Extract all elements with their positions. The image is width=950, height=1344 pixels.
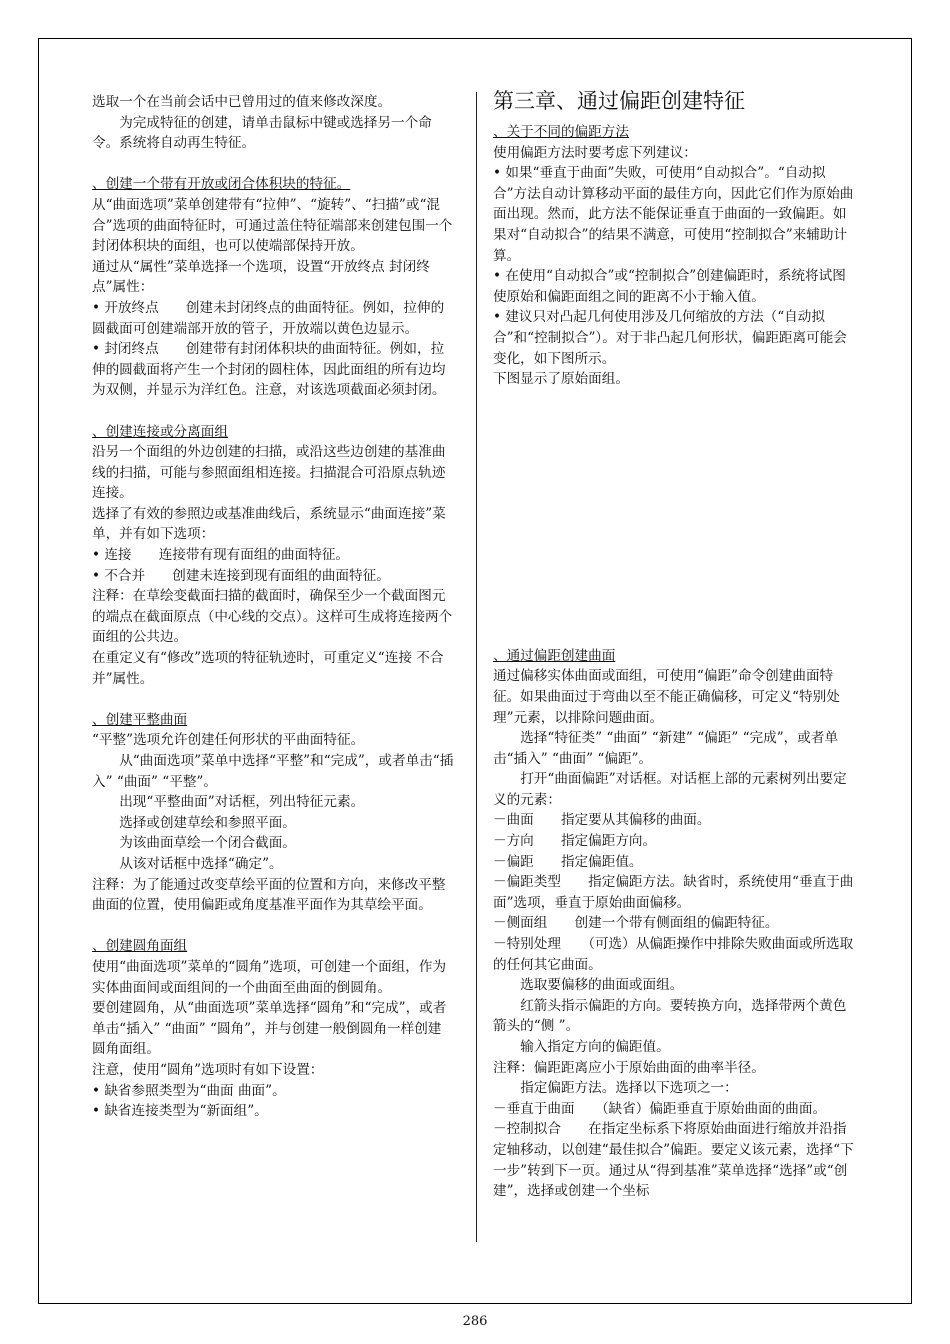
note: 注释：在草绘变截面扫描的截面时，确保至少一个截面图元的端点在截面原点（中心线的交点）。这样可生成将连接两个面组的公共边。 <box>92 588 453 646</box>
paragraph: “平整”选项允许创建任何形状的平曲面特征。 <box>92 732 365 749</box>
step: 选择或创建草绘和参照平面。 <box>119 814 296 831</box>
right-column <box>493 88 858 1202</box>
paragraph: 注意，使用“圆角”选项时有如下设置： <box>92 1061 324 1078</box>
step: 指定偏距方法。选择以下选项之一： <box>520 1080 738 1097</box>
bullet-item: • 在使用“自动拟合”或“控制拟合”创建偏距时，系统将试图使原始和偏距面组之间的距离不小于输入值。 <box>493 268 846 305</box>
bullet-item: • 缺省连接类型为“新面组”。 <box>92 1103 268 1120</box>
bullet-item: • 如果“垂直于曲面”失败，可使用“自动拟合”。“自动拟合”方法自动计算移动平面的最佳方向，因此它们作为原始曲面出现。然而，此方法不能保证垂直于曲面的一致偏距。如果对“自动拟合”的结果不满意，可使用“控制拟合”来辅助计算。 <box>493 165 854 264</box>
note: 注释：为了能通过改变草绘平面的位置和方向，来修改平整曲面的位置，使用偏距或角度基准平面作为其草绘平面。 <box>92 876 446 914</box>
paragraph: 选取一个在当前会话中已曾用过的值来修改深度。 <box>92 94 392 110</box>
bullet-item: • 封闭终点 创建带有封闭体积块的曲面特征。例如，拉伸的圆截面将产生一个封闭的圆柱体，因此面组的所有边均为双侧，并显示为洋红色。注意，对该选项截面必须封闭。 <box>92 341 446 399</box>
page-number: 286 <box>462 1314 488 1329</box>
section-heading-volume-feature: 、创建一个带有开放或闭合体积块的特征。 <box>92 176 351 193</box>
step: 从“曲面选项”菜单中选择“平整”和“完成”，或者单击“插入” “曲面” “平整”。 <box>92 753 454 790</box>
paragraph: 为完成特征的创建，请单击鼠标中键或选择另一个命令。系统将自动再生特征。 <box>92 114 432 152</box>
paragraph: 通过从“属性”菜单选择一个选项，设置“开放终点 封闭终点”属性： <box>92 258 430 296</box>
element-item: －偏距 指定偏距值。 <box>493 853 643 870</box>
step: 出现“平整曲面”对话框，列出特征元素。 <box>119 794 365 811</box>
step: 输入指定方向的偏距值。 <box>520 1039 670 1055</box>
bullet-item: • 缺省参照类型为“曲面 曲面”。 <box>92 1082 286 1099</box>
step: 红箭头指示偏距的方向。要转换方向，选择带两个黄色箭头的“侧 ”。 <box>493 997 847 1035</box>
section-heading-offset-surface: 、通过偏距创建曲面 <box>493 647 616 664</box>
paragraph: 选择了有效的参照边或基准曲线后，系统显示“曲面连接”菜单，并有如下选项： <box>92 505 446 543</box>
element-item: －方向 指定偏距方向。 <box>493 833 657 850</box>
figure-caption: 下图显示了原始面组。 <box>493 371 629 388</box>
step: 为该曲面草绘一个闭合截面。 <box>119 835 296 852</box>
paragraph: 使用“曲面选项”菜单的“圆角”选项，可创建一个面组，作为实体曲面间或面组间的一个曲面至曲面的倒圆角。 <box>92 958 447 996</box>
section-heading-offset-methods: 、关于不同的偏距方法 <box>493 124 629 140</box>
paragraph: 通过偏移实体曲面或面组，可使用“偏距”命令创建曲面特征。如果曲面过于弯曲以至不能正确偏移，可定义“特别处理”元素，以排除问题曲面。 <box>493 668 840 726</box>
figure-placeholder <box>493 390 858 646</box>
bullet-item: • 连接 连接带有现有面组的曲面特征。 <box>92 547 350 564</box>
element-item: －偏距类型 指定偏距方法。缺省时，系统使用“垂直于曲面”选项，垂直于原始曲面偏移。 <box>493 874 854 911</box>
step: 打开“曲面偏距”对话框。对话框上部的元素树列出要定义的元素： <box>493 771 847 808</box>
bullet-item: • 开放终点 创建未封闭终点的曲面特征。例如，拉伸的圆截面可创建端部开放的管子，开放端以黄色边显示。 <box>92 299 445 337</box>
bullet-item: • 不合并 创建未连接到现有面组的曲面特征。 <box>92 567 390 584</box>
paragraph: 使用偏距方法时要考虑下列建议： <box>493 144 697 161</box>
element-item: －曲面 指定要从其偏移的曲面。 <box>493 812 711 829</box>
element-item: －特别处理 （可选）从偏距操作中排除失败曲面或所选取的任何其它曲面。 <box>493 936 854 973</box>
option-item: －控制拟合 在指定坐标系下将原始曲面进行缩放并沿指定轴移动，以创建“最佳拟合”偏距。要定义该元素，选择“下一步”转到下一页。通过从“得到基准”菜单选择“选择”或“创建”，选择或创建一个坐标 <box>493 1121 854 1200</box>
section-heading-fillet-quilt: 、创建圆角面组 <box>92 938 188 955</box>
note: 注释：偏距距离应小于原始曲面的曲率半径。 <box>493 1059 765 1076</box>
element-item: －侧面组 创建一个带有侧面组的偏距特征。 <box>493 915 779 932</box>
section-heading-connect-quilt: 、创建连接或分离面组 <box>92 423 228 440</box>
step: 从该对话框中选择“确定”。 <box>119 855 283 872</box>
paragraph: 从“曲面选项”菜单创建带有“拉伸”、“旋转”、“扫描”或“混合”选项的曲面特征时，可通过盖住特征端部来创建包围一个封闭体积块的面组，也可以使端部保持开放。 <box>92 196 453 255</box>
column-divider <box>476 92 477 1242</box>
left-column <box>92 92 454 1122</box>
step: 选择“特征类” “曲面” “新建” “偏距” “完成”，或者单击“插入” “曲面” “偏距”。 <box>493 730 839 767</box>
chapter-title: 第三章、通过偏距创建特征 <box>493 89 745 113</box>
paragraph: 要创建圆角，从“曲面选项”菜单选择“圆角”和“完成”，或者单击“插入” “曲面” “圆角”，并与创建一般倒圆角一样创建圆角面组。 <box>92 1000 447 1058</box>
paragraph: 沿另一个面组的外边创建的扫描，或沿这些边创建的基准曲线的扫描，可能与参照面组相连接。扫描混合可沿原点轨迹连接。 <box>92 444 446 502</box>
option-item: －垂直于曲面 （缺省）偏距垂直于原始曲面的曲面。 <box>493 1100 827 1117</box>
section-heading-flat-surface: 、创建平整曲面 <box>92 711 188 728</box>
bullet-item: • 建议只对凸起几何使用涉及几何缩放的方法（“自动拟合”和“控制拟合”）。对于非凸起几何形状，偏距距离可能会变化，如下图所示。 <box>493 309 847 367</box>
paragraph: 在重定义有“修改”选项的特征轨迹时，可重定义“连接 不合并”属性。 <box>92 650 444 687</box>
step: 选取要偏移的曲面或面组。 <box>520 977 684 994</box>
